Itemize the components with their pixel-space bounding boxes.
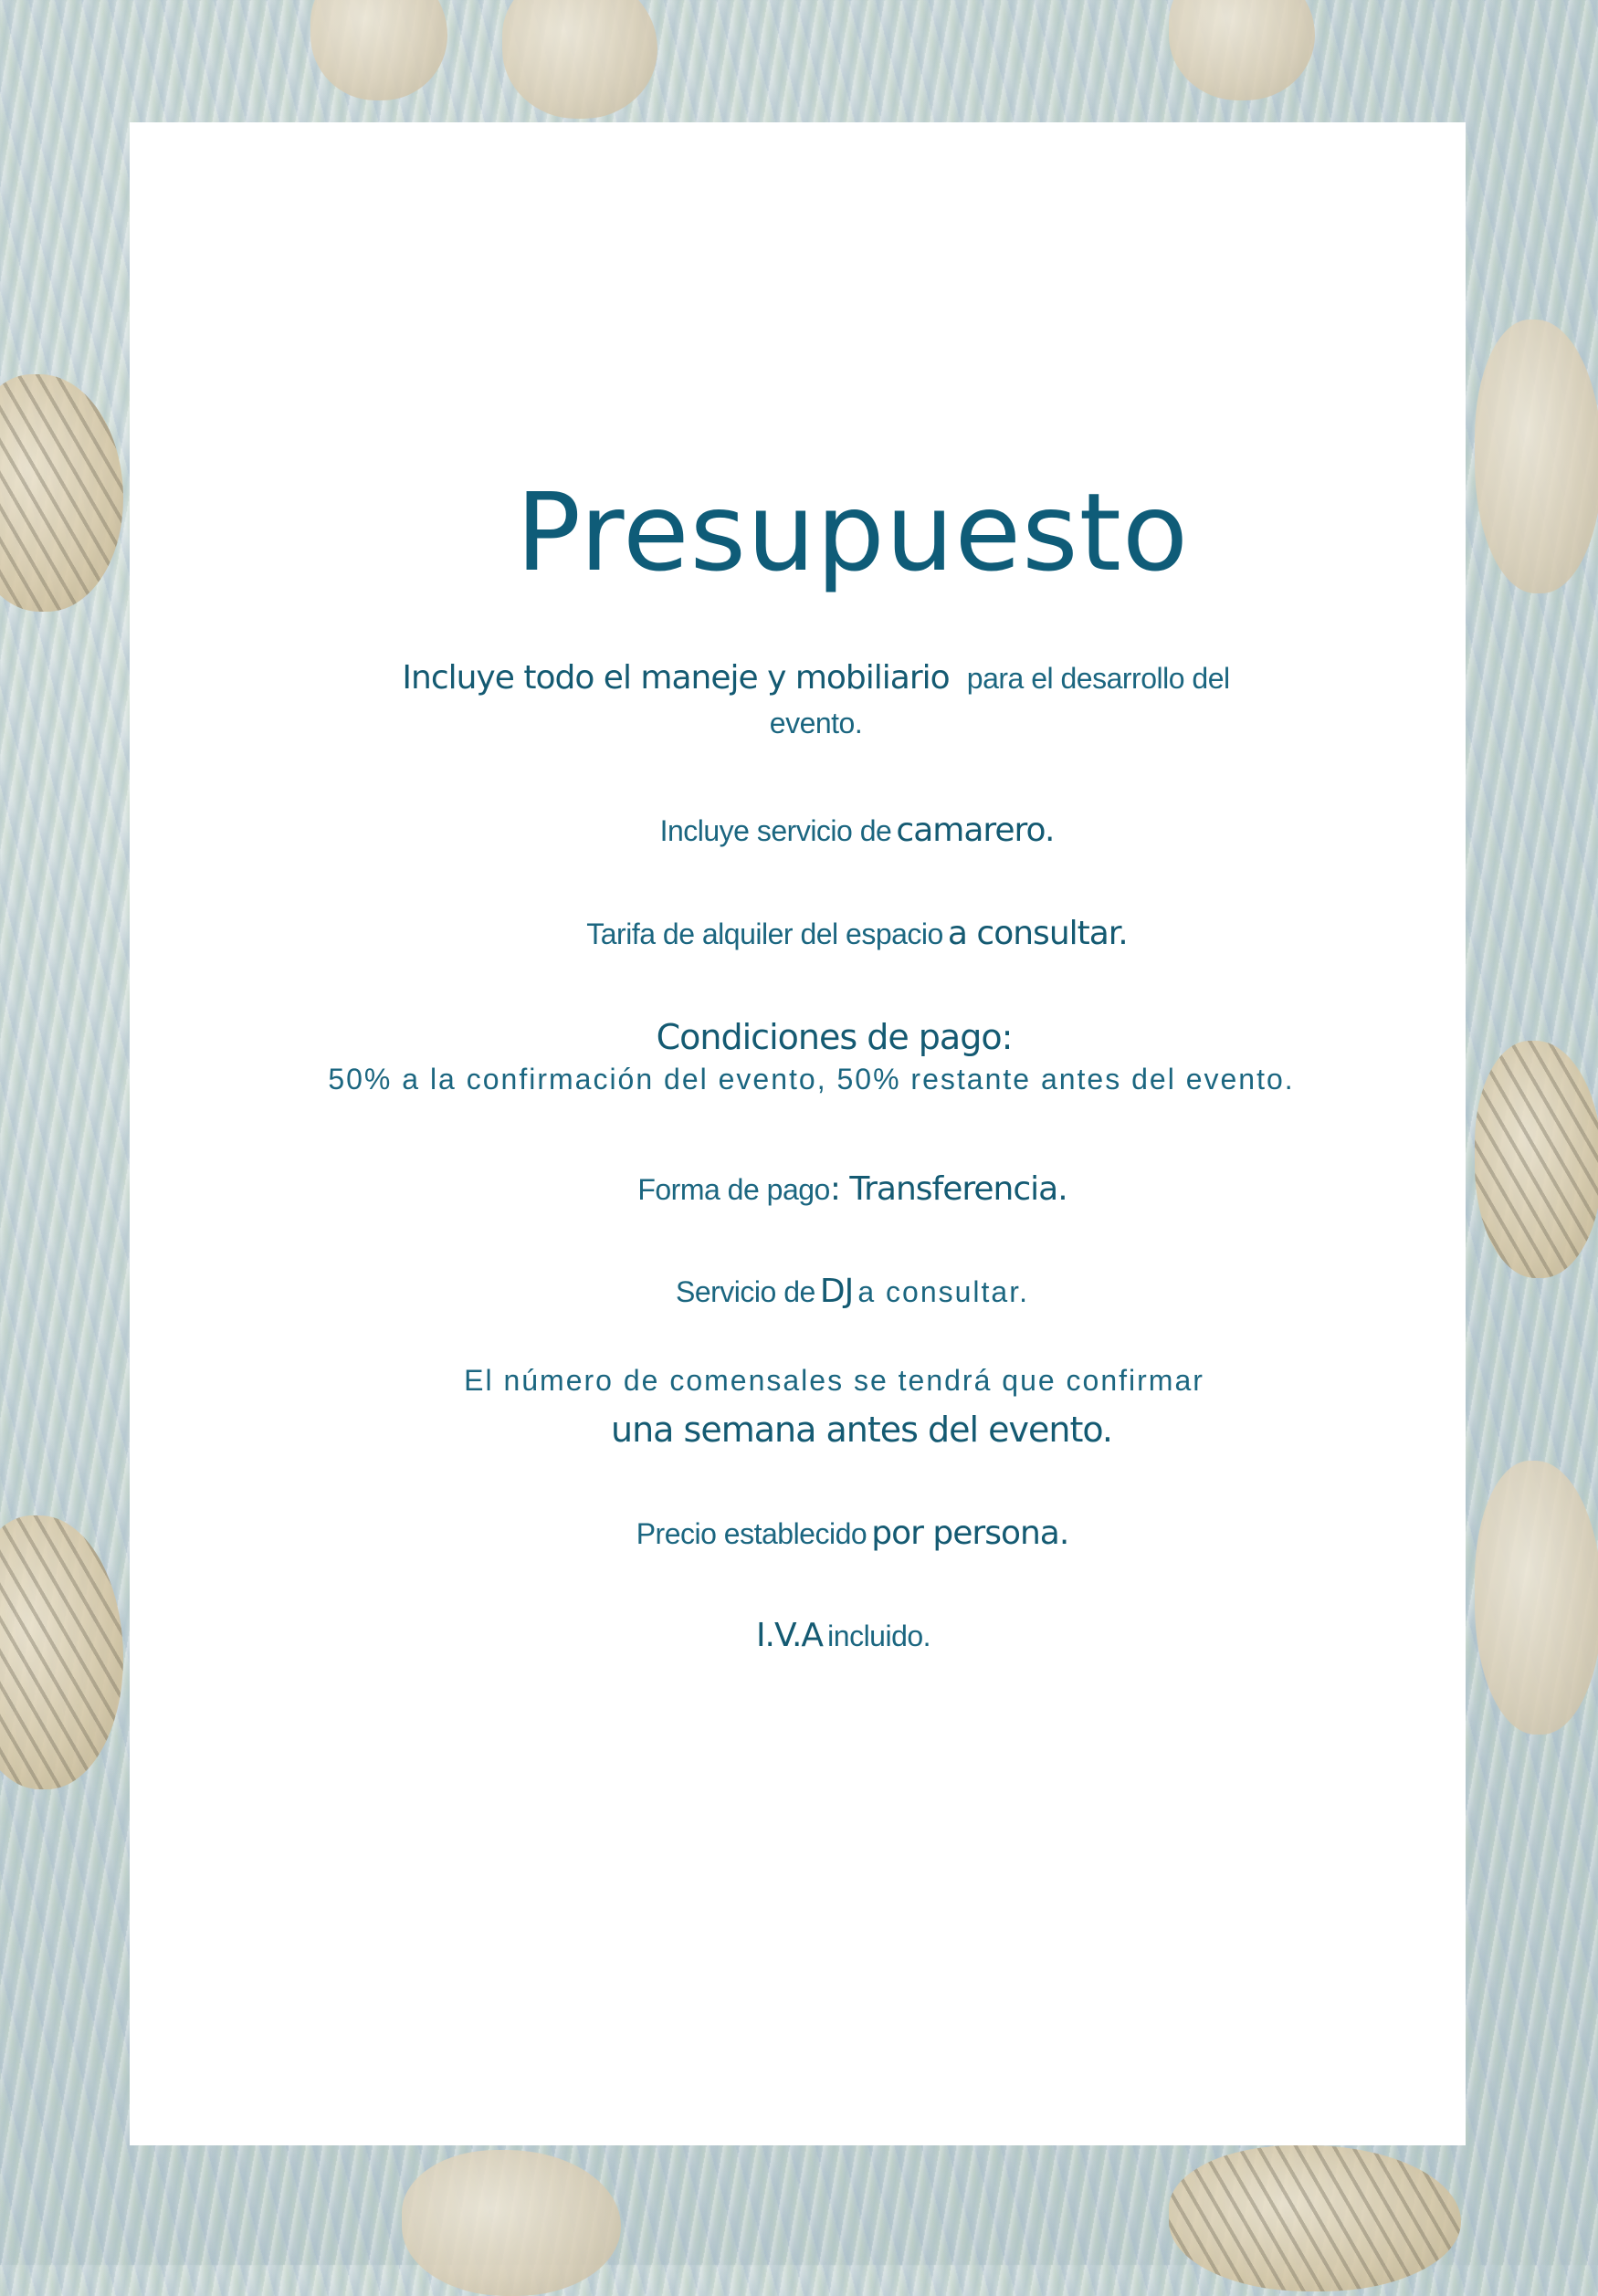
item-payment-method-bold: : Transferencia. [829, 1170, 1067, 1208]
tiger-illustration-bottom-1 [1169, 2145, 1461, 2291]
item-vat-text: incluido. [827, 1620, 931, 1652]
tiger-illustration-left-1 [0, 374, 123, 612]
item-vat [130, 1617, 1466, 1654]
item-price-text: Precio establecido [636, 1517, 867, 1550]
elephant-illustration-right-1 [1475, 320, 1598, 593]
elephant-illustration-right-2 [1475, 1461, 1598, 1735]
item-waiter-bold: camarero. [896, 812, 1055, 849]
item-furniture-text: para el desarrollo del [966, 662, 1230, 695]
document-sheet [130, 122, 1466, 2145]
item-dj-text-2: a consultar. [857, 1275, 1029, 1308]
item-payment-conditions-bold: Condiciones de pago: [656, 1017, 1013, 1057]
item-guests-deadline [130, 1410, 1466, 1450]
item-guests-text: El número de comensales se tendrá que confirmar [464, 1364, 1204, 1397]
item-furniture-cont [130, 707, 1466, 740]
item-rental-bold: a consultar. [947, 915, 1128, 952]
tiger-illustration-right-1 [1475, 1041, 1598, 1278]
elephant-illustration-top-1 [310, 0, 447, 100]
item-dj-text: Servicio de [676, 1275, 815, 1308]
item-price-bold: por persona. [871, 1515, 1069, 1552]
item-payment-method [130, 1170, 1466, 1208]
item-guests [130, 1364, 1466, 1398]
item-rental [130, 915, 1466, 952]
item-guests-bold: una semana antes del evento. [610, 1410, 1112, 1450]
item-waiter [130, 812, 1466, 849]
tiger-illustration-left-2 [0, 1515, 123, 1789]
item-waiter-text: Incluye servicio de [659, 814, 892, 847]
elephant-illustration-top-3 [1169, 0, 1315, 100]
item-vat-bold: I.V.A [755, 1617, 824, 1654]
page-title: Presupuesto [515, 469, 1190, 595]
item-rental-text: Tarifa de alquiler del espacio [586, 917, 943, 950]
item-furniture-bold: Incluye todo el maneje y mobiliario [402, 659, 950, 697]
item-payment-method-text: Forma de pago [637, 1173, 830, 1206]
elephant-illustration-top-2 [502, 0, 657, 119]
item-dj-bold: DJ [819, 1273, 854, 1310]
item-dj [130, 1273, 1466, 1310]
item-price [130, 1515, 1466, 1552]
item-payment-conditions-detail [130, 1063, 1466, 1096]
elephant-illustration-bottom-1 [402, 2150, 621, 2296]
item-furniture-text-2: evento. [769, 707, 863, 739]
item-payment-conditions-text: 50% a la confirmación del evento, 50% restante antes del evento. [328, 1063, 1295, 1096]
item-payment-conditions [130, 1017, 1466, 1057]
item-furniture [130, 659, 1466, 697]
